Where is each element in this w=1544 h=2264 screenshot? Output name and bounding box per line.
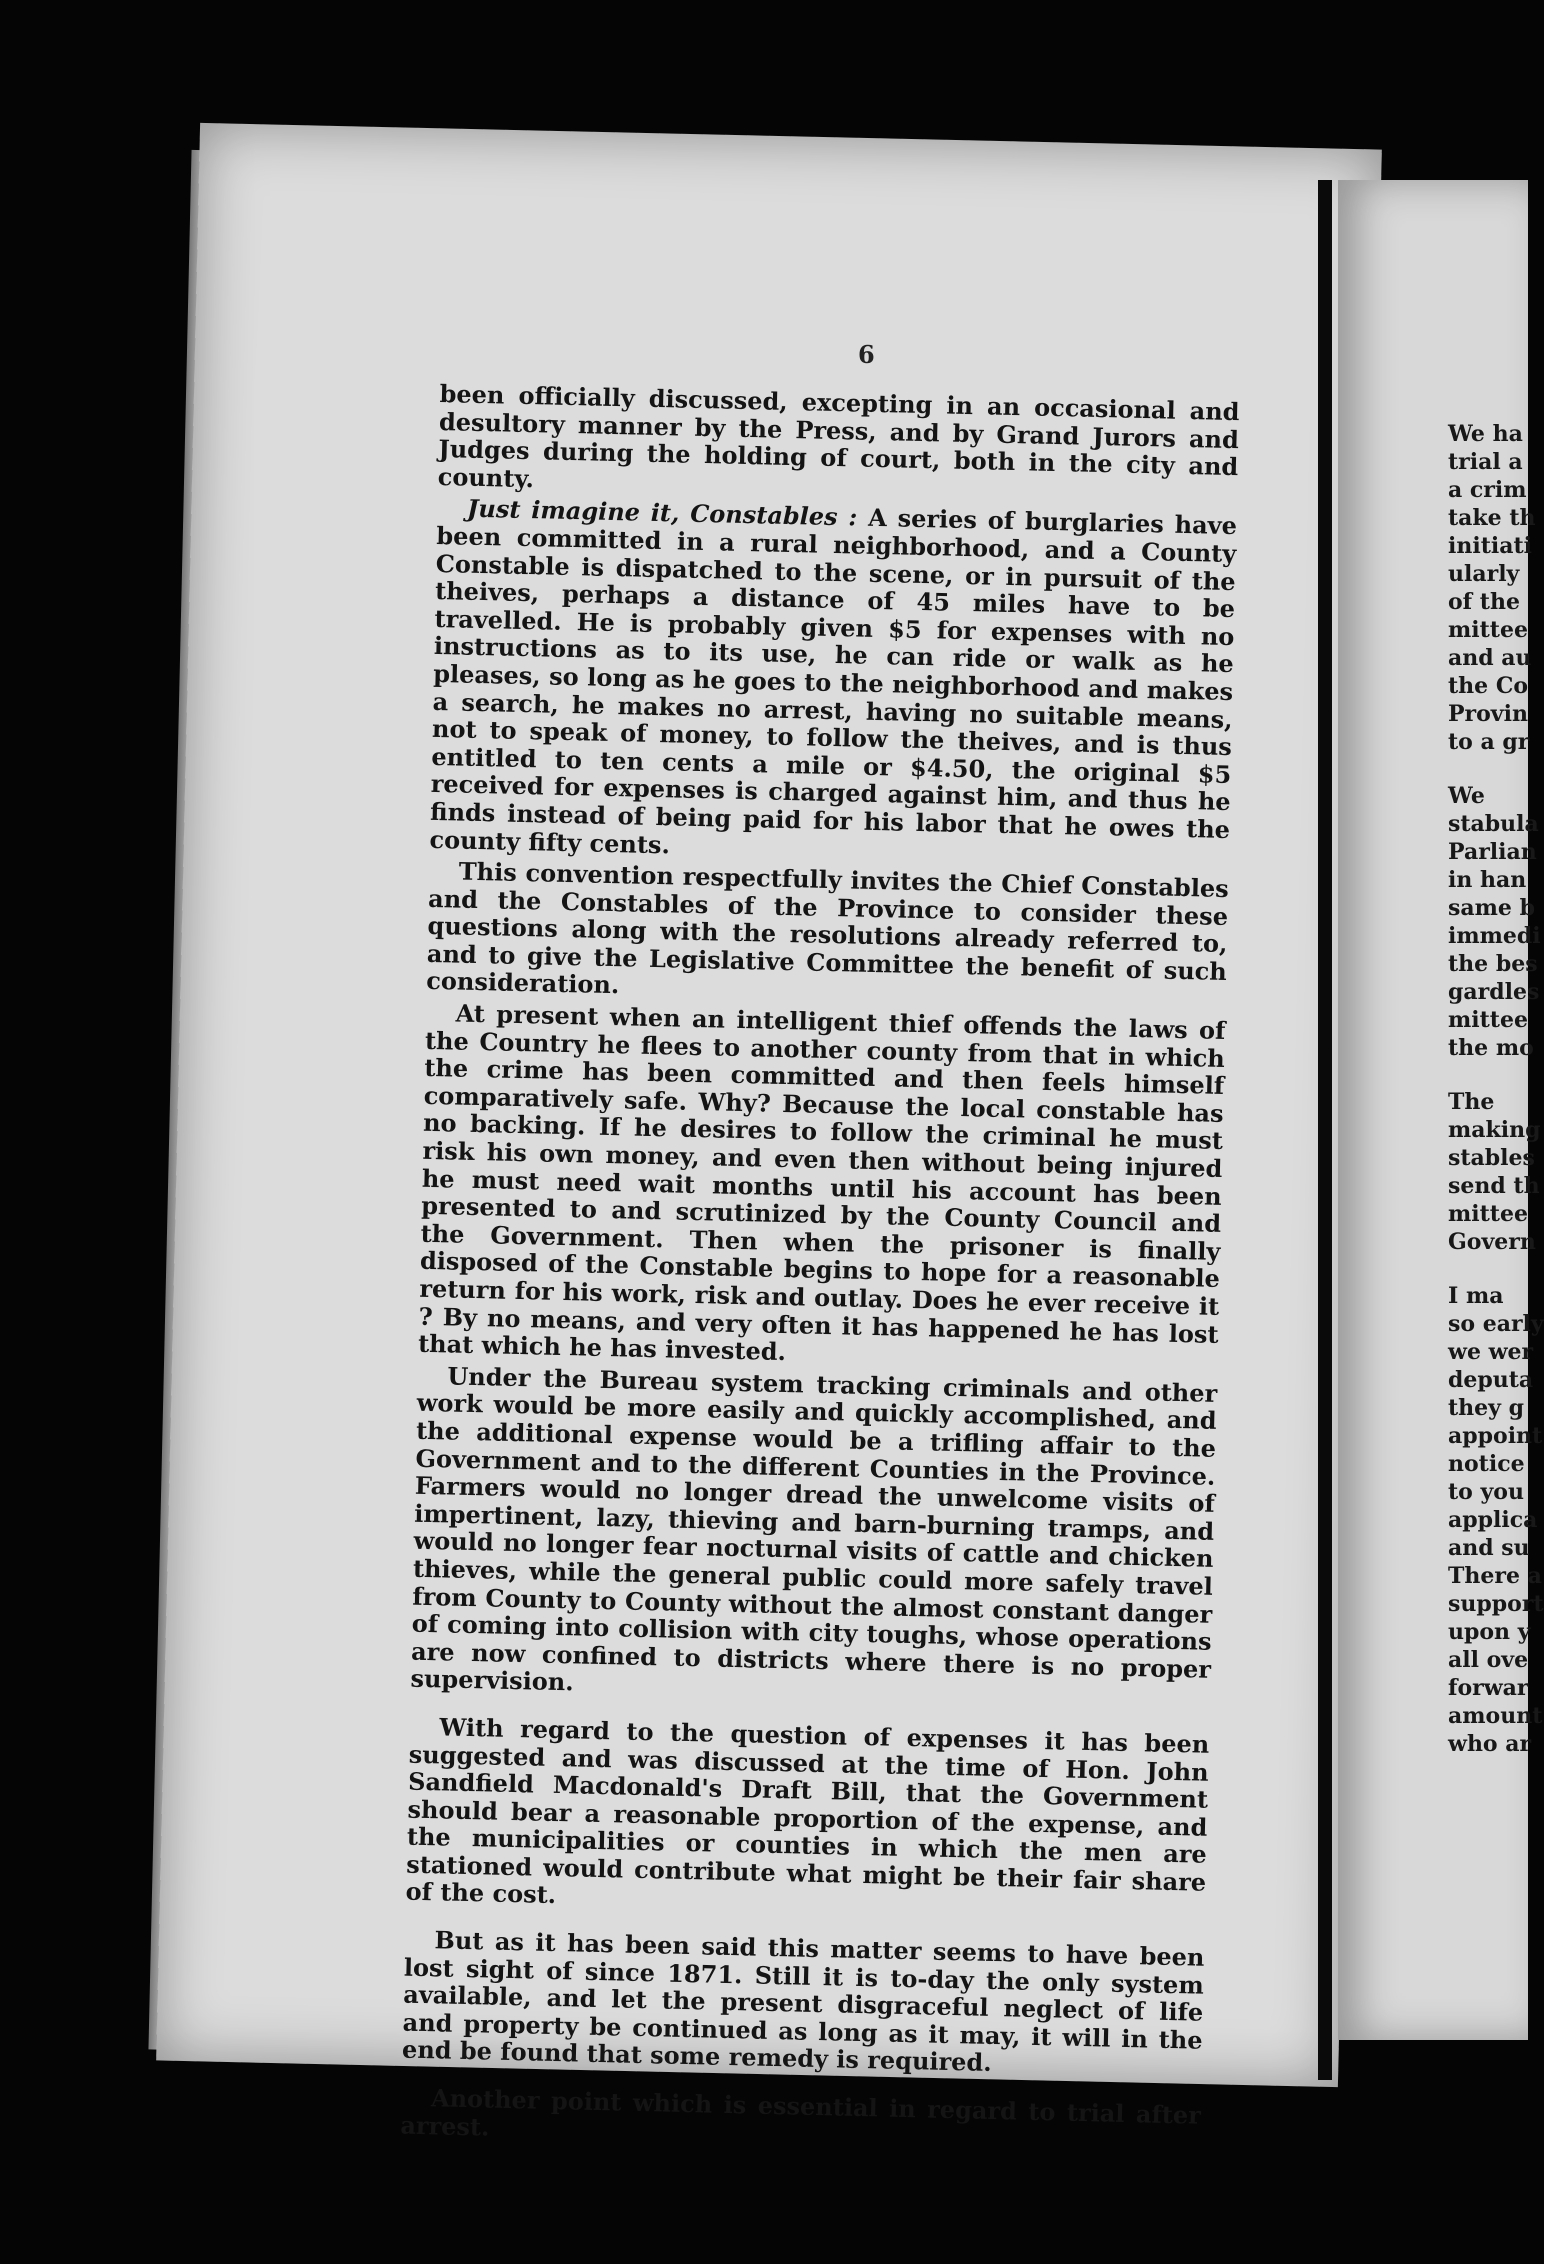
right-page-line: and au xyxy=(1448,645,1532,671)
right-page-line: ularly xyxy=(1448,561,1520,587)
right-page-line: support xyxy=(1448,1591,1544,1617)
right-page-line: Govern xyxy=(1448,1229,1536,1255)
right-page-line: amount xyxy=(1448,1703,1543,1729)
right-page-line: take th xyxy=(1448,505,1536,531)
right-page-line: There a xyxy=(1448,1563,1542,1589)
right-page-line: initiati xyxy=(1448,533,1533,559)
right-page-line: send th xyxy=(1448,1173,1540,1199)
paragraph: At present when an intelligent thief offends the laws of the Country he flees to another county from that in which the crime has been committed and then feels himself comparatively safe. Why? Because the local constable has no backing. If he desires to follow the criminal he must risk his own money, and even then without being injured he must need wait months until his account has been presented to and scrutinized by the County Council and the Government. Then when the prisoner is finally disposed of the Constable begins to hope for a reasonable return for his work, risk and outlay. Does he ever receive it ? By no means, and very often it has happened he has lost that which he has invested. xyxy=(417,998,1226,1367)
right-page-line: immedi xyxy=(1448,923,1541,949)
right-page-line: upon y xyxy=(1448,1619,1531,1645)
right-page-line: we wer xyxy=(1448,1339,1534,1365)
paragraph: Another point which is essential in regard to trial after arrest. xyxy=(400,2083,1202,2142)
right-page-line: they g xyxy=(1448,1395,1524,1421)
right-page-line: to a gr xyxy=(1448,729,1530,755)
paragraph: been officially discussed, excepting in an occasional and desultory manner by the Press, and by Grand Jurors and Judges during the holding of court, both in the city and county. xyxy=(437,379,1240,493)
paragraph-lead-in: Just imagine it, Constables : xyxy=(466,494,858,532)
right-page-line: so early xyxy=(1448,1311,1544,1337)
right-page-line xyxy=(1448,756,1538,782)
right-page-line: who ar xyxy=(1448,1731,1532,1757)
right-page-line: a crim xyxy=(1448,477,1527,503)
right-page-line: Provin xyxy=(1448,701,1528,727)
book-gutter xyxy=(1318,180,1332,2080)
body-text xyxy=(400,380,1240,2161)
right-page-line: applica xyxy=(1448,1507,1538,1533)
right-page-line: mittee xyxy=(1448,1007,1528,1033)
right-page-line: stables xyxy=(1448,1145,1535,1171)
paragraph: But as it has been said this matter seems to have been lost sight of since 1871. Still it is to-day the only system available, and let the present disgraceful neglect of life and property be continued as long as it may, it will in the end be found that some remedy is required. xyxy=(401,1925,1205,2078)
right-page-line: forwar xyxy=(1448,1675,1529,1701)
right-page-line xyxy=(1448,1062,1538,1088)
right-page-line: Parlian xyxy=(1448,839,1537,865)
right-page-line: trial a xyxy=(1448,449,1523,475)
right-page-line: mittee xyxy=(1448,617,1528,643)
right-page-line: and su xyxy=(1448,1535,1530,1561)
right-page-line: I ma xyxy=(1448,1283,1504,1309)
right-page-line: the Co xyxy=(1448,673,1528,699)
right-page-line: deputa xyxy=(1448,1367,1534,1393)
right-page-line: same b xyxy=(1448,895,1535,921)
right-page-line: to you xyxy=(1448,1479,1524,1505)
paragraph: This convention respectfully invites the Chief Constables and the Constables of the Province to consider these questions along with the resolutions already referred to, and to give the Legislative Committee the benefit of such consideration. xyxy=(426,856,1229,1000)
right-page-line: the mo xyxy=(1448,1035,1534,1061)
right-page-line: gardles xyxy=(1448,979,1540,1005)
right-page-line: We xyxy=(1448,783,1485,809)
right-page-line xyxy=(1448,1256,1538,1282)
right-page-line: We ha xyxy=(1448,421,1523,447)
right-page-line: all ove xyxy=(1448,1647,1529,1673)
paragraph xyxy=(429,494,1237,871)
page-number: 6 xyxy=(858,340,875,369)
paragraph: Under the Bureau system tracking criminals and other work would be more easily and quickly accomplished, and the additional expense would be a trifling affair to the Government and to the different Counties in the Province. Farmers would no longer dread the unwelcome visits of impertinent, lazy, thieving and barn-burning tramps, and would no longer fear nocturnal visits of cattle and chicken thieves, while the general public could more safely travel from County to County without the almost constant danger of coming into collision with city toughs, whose operations are now confined to districts where there is no proper supervision. xyxy=(410,1361,1218,1697)
right-page-line: in han xyxy=(1448,867,1527,893)
right-page-line: appoint xyxy=(1448,1423,1543,1449)
right-page-line: the bes xyxy=(1448,951,1538,977)
right-page-line: making xyxy=(1448,1117,1541,1143)
right-page-line: of the xyxy=(1448,589,1520,615)
right-page-line: The xyxy=(1448,1089,1495,1115)
right-page-line: notice xyxy=(1448,1451,1525,1477)
right-page-line: mittee xyxy=(1448,1201,1528,1227)
paragraph-body: A series of burglaries have been committed in a rural neighborhood, and a County Constable is dispatched to the scene, or in pursuit of the theives, perhaps a distance of 45 miles have to be travelled. He is probably given $5 for expenses with no instructions as to its use, he can ride or walk as he pleases, so long as he goes to the neighborhood and makes a search, he makes no arrest, having no suitable means, not to speak of money, to follow the theives, and is thus entitled to ten cents a mile or $4.50, the original $5 received for expenses is charged against him, and thus he finds instead of being paid for his labor that he owes the county fifty cents. xyxy=(429,502,1238,859)
right-page-text xyxy=(1448,420,1544,1758)
right-page-line: stabula xyxy=(1448,811,1539,837)
paragraph: With regard to the question of expenses it has been suggested and was discussed at the time of Hon. John Sandfield Macdonald's Draft Bill, that the Government should bear a reasonable proportion of the expense, and the municipalities or counties in which the men are stationed would contribute what might be their fair share of the cost. xyxy=(405,1712,1210,1910)
